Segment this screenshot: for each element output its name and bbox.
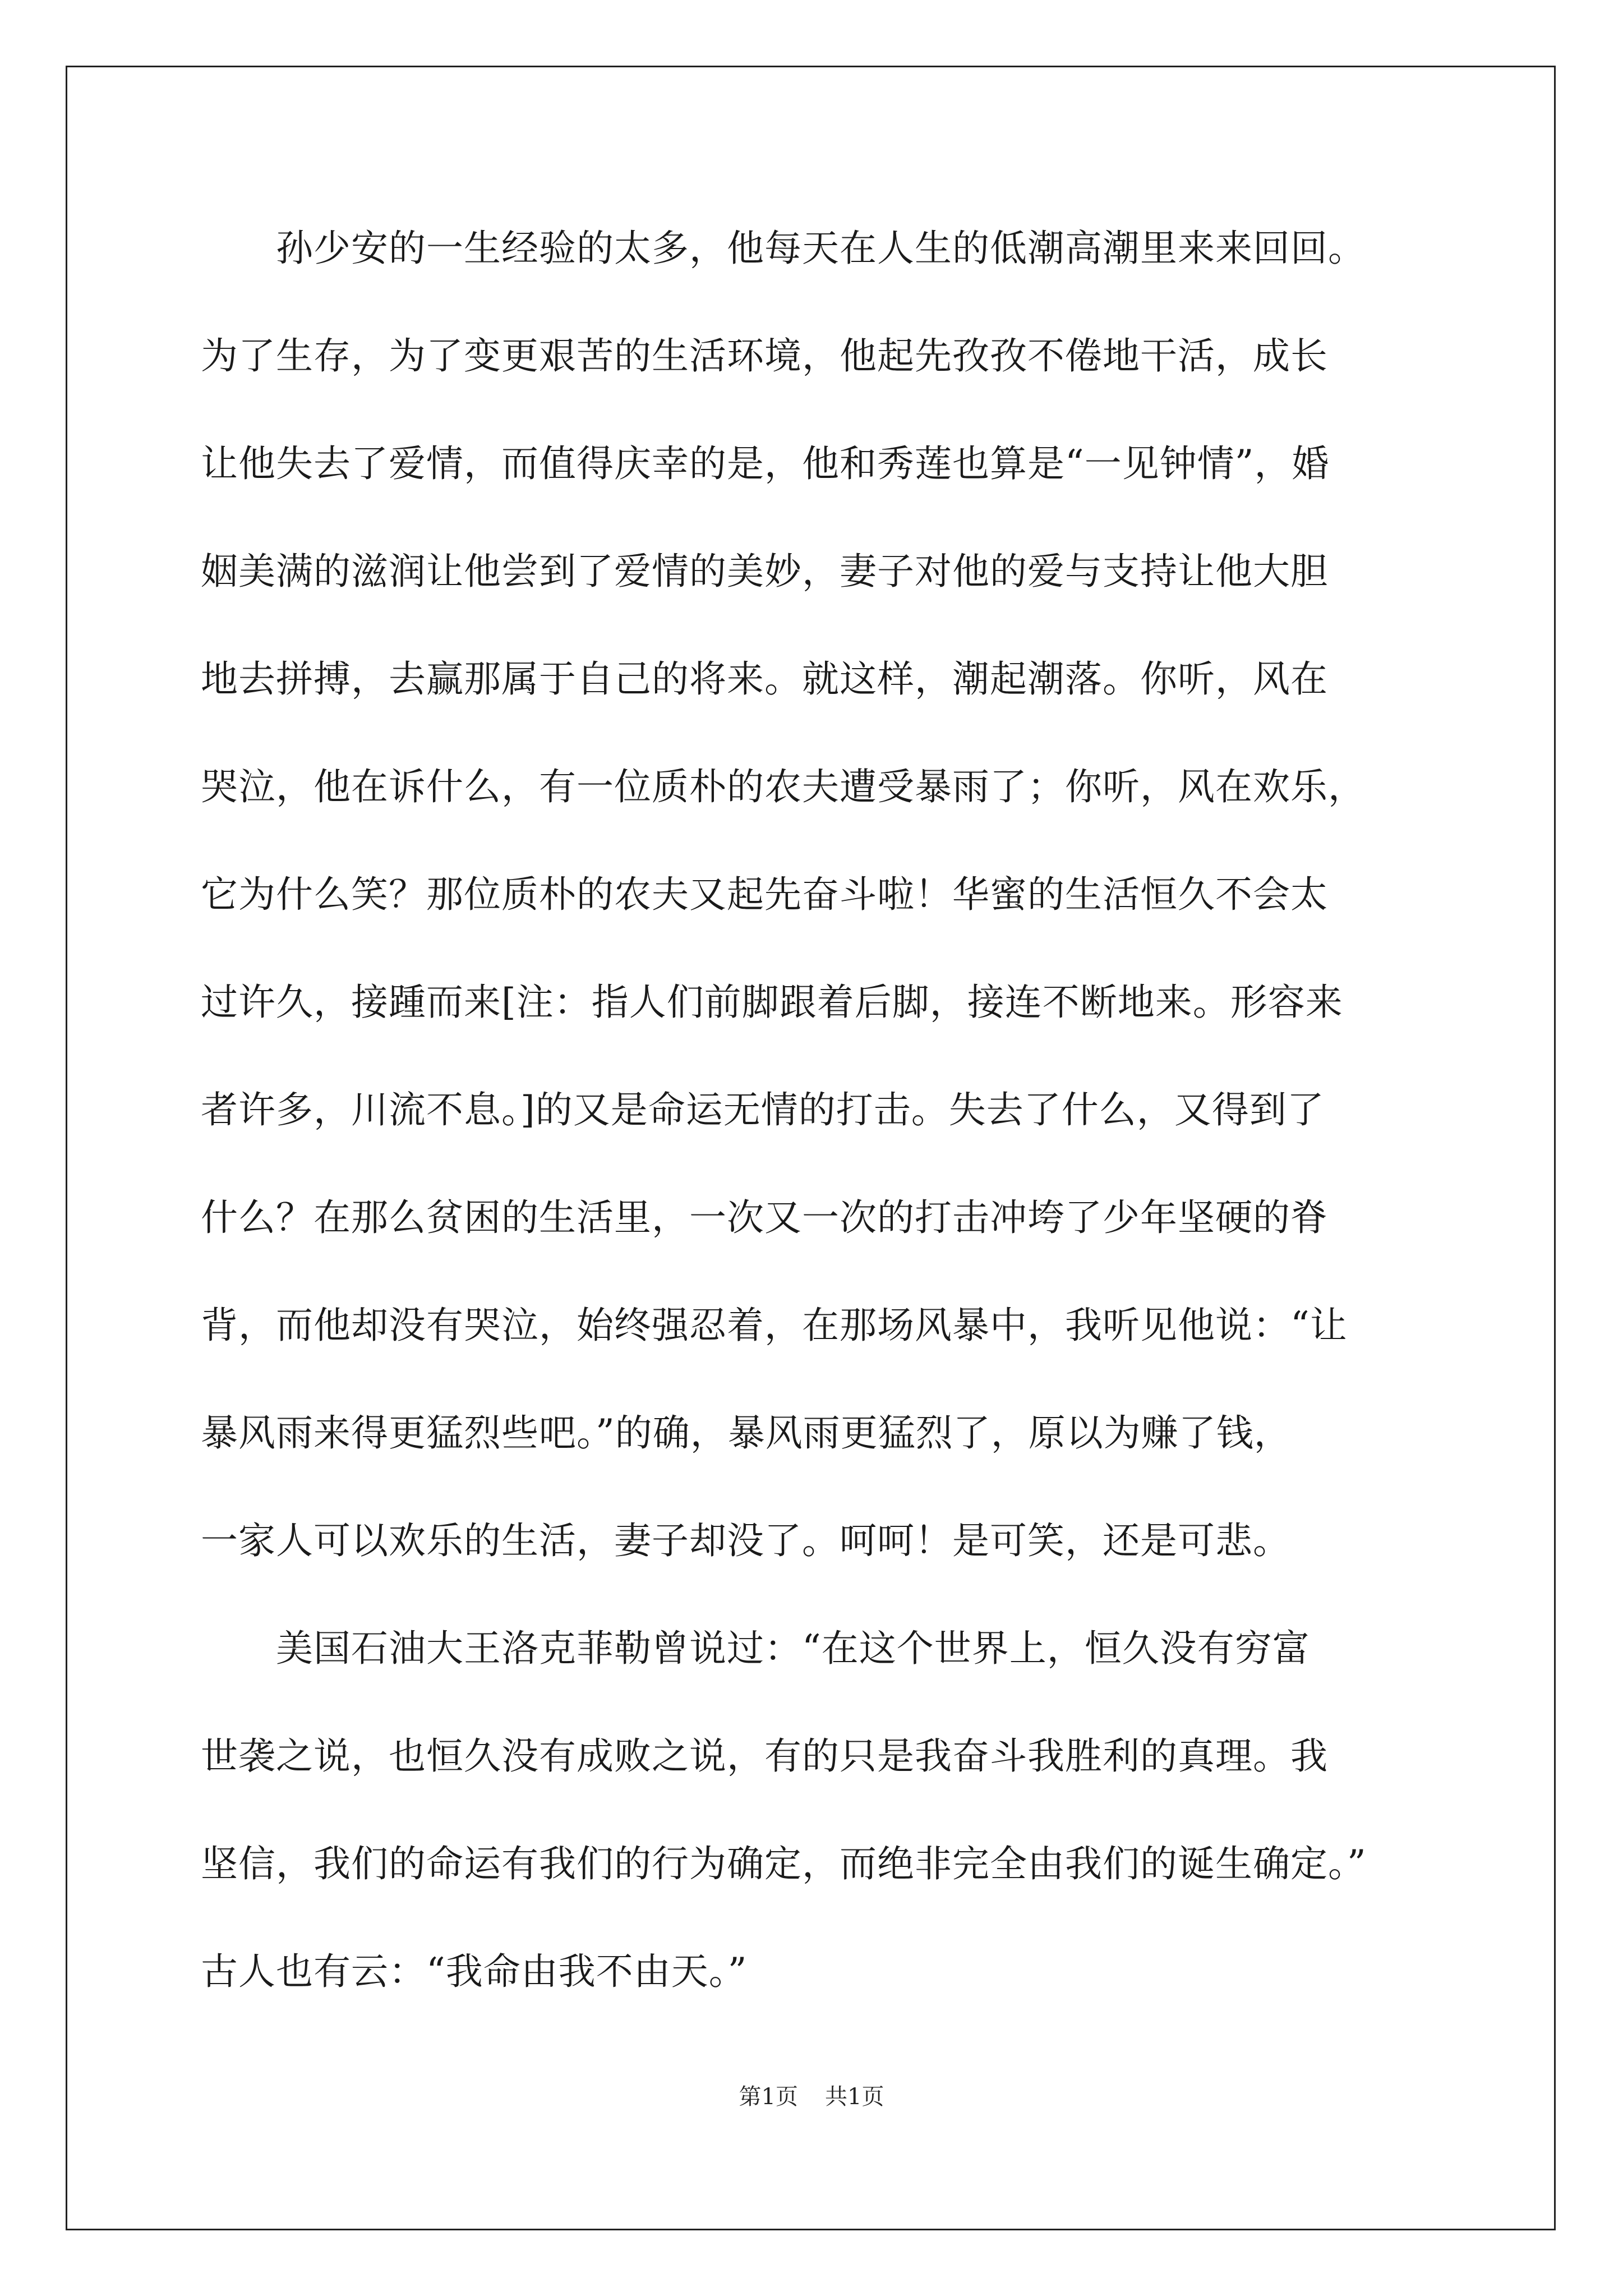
page-border xyxy=(66,66,1556,2230)
text-line: 坚信，我们的命运有我们的行为确定，而绝非完全由我们的诞生确定。” xyxy=(201,1842,1367,1885)
text-line: 地去拼搏，去赢那属于自己的将来。就这样，潮起潮落。你听，风在 xyxy=(201,657,1328,701)
text-line: 让他失去了爱情，而值得庆幸的是，他和秀莲也算是“一见钟情”，婚 xyxy=(201,442,1330,485)
text-line: 暴风雨来得更猛烈些吧。”的确，暴风雨更猛烈了，原以为赚了钱， xyxy=(201,1411,1292,1455)
page-number: 第1页 xyxy=(739,2084,798,2110)
text-line: 姻美满的滋润让他尝到了爱情的美妙，妻子对他的爱与支持让他大胆 xyxy=(201,550,1328,593)
page-footer xyxy=(0,2086,1623,2108)
text-line: 背，而他却没有哭泣，始终强忍着，在那场风暴中，我听见他说：“让 xyxy=(201,1304,1348,1347)
text-line: 什么？在那么贫困的生活里，一次又一次的打击冲垮了少年坚硬的脊 xyxy=(201,1196,1328,1239)
text-line: 美国石油大王洛克菲勒曾说过：“在这个世界上，恒久没有穷富 xyxy=(201,1627,1310,1670)
text-line: 古人也有云：“我命由我不由天。” xyxy=(201,1950,748,1993)
text-line: 世袭之说，也恒久没有成败之说，有的只是我奋斗我胜利的真理。我 xyxy=(201,1734,1328,1778)
page-total: 共1页 xyxy=(825,2084,884,2110)
text-line: 孙少安的一生经验的太多，他每天在人生的低潮高潮里来来回回。 xyxy=(201,227,1366,270)
text-line: 为了生存，为了变更艰苦的生活环境，他起先孜孜不倦地干活，成长 xyxy=(201,334,1328,378)
text-line: 哭泣，他在诉什么，有一位质朴的农夫遭受暴雨了；你听，风在欢乐， xyxy=(201,765,1366,808)
text-line: 过许久，接踵而来[注：指人们前脚跟着后脚，接连不断地来。形容来 xyxy=(201,981,1343,1024)
text-line: 一家人可以欢乐的生活，妻子却没了。呵呵！是可笑，还是可悲。 xyxy=(201,1519,1290,1562)
text-line: 者许多，川流不息。]的又是命运无情的打击。失去了什么，又得到了 xyxy=(201,1088,1325,1131)
text-line: 它为什么笑？那位质朴的农夫又起先奋斗啦！华蜜的生活恒久不会太 xyxy=(201,873,1328,916)
